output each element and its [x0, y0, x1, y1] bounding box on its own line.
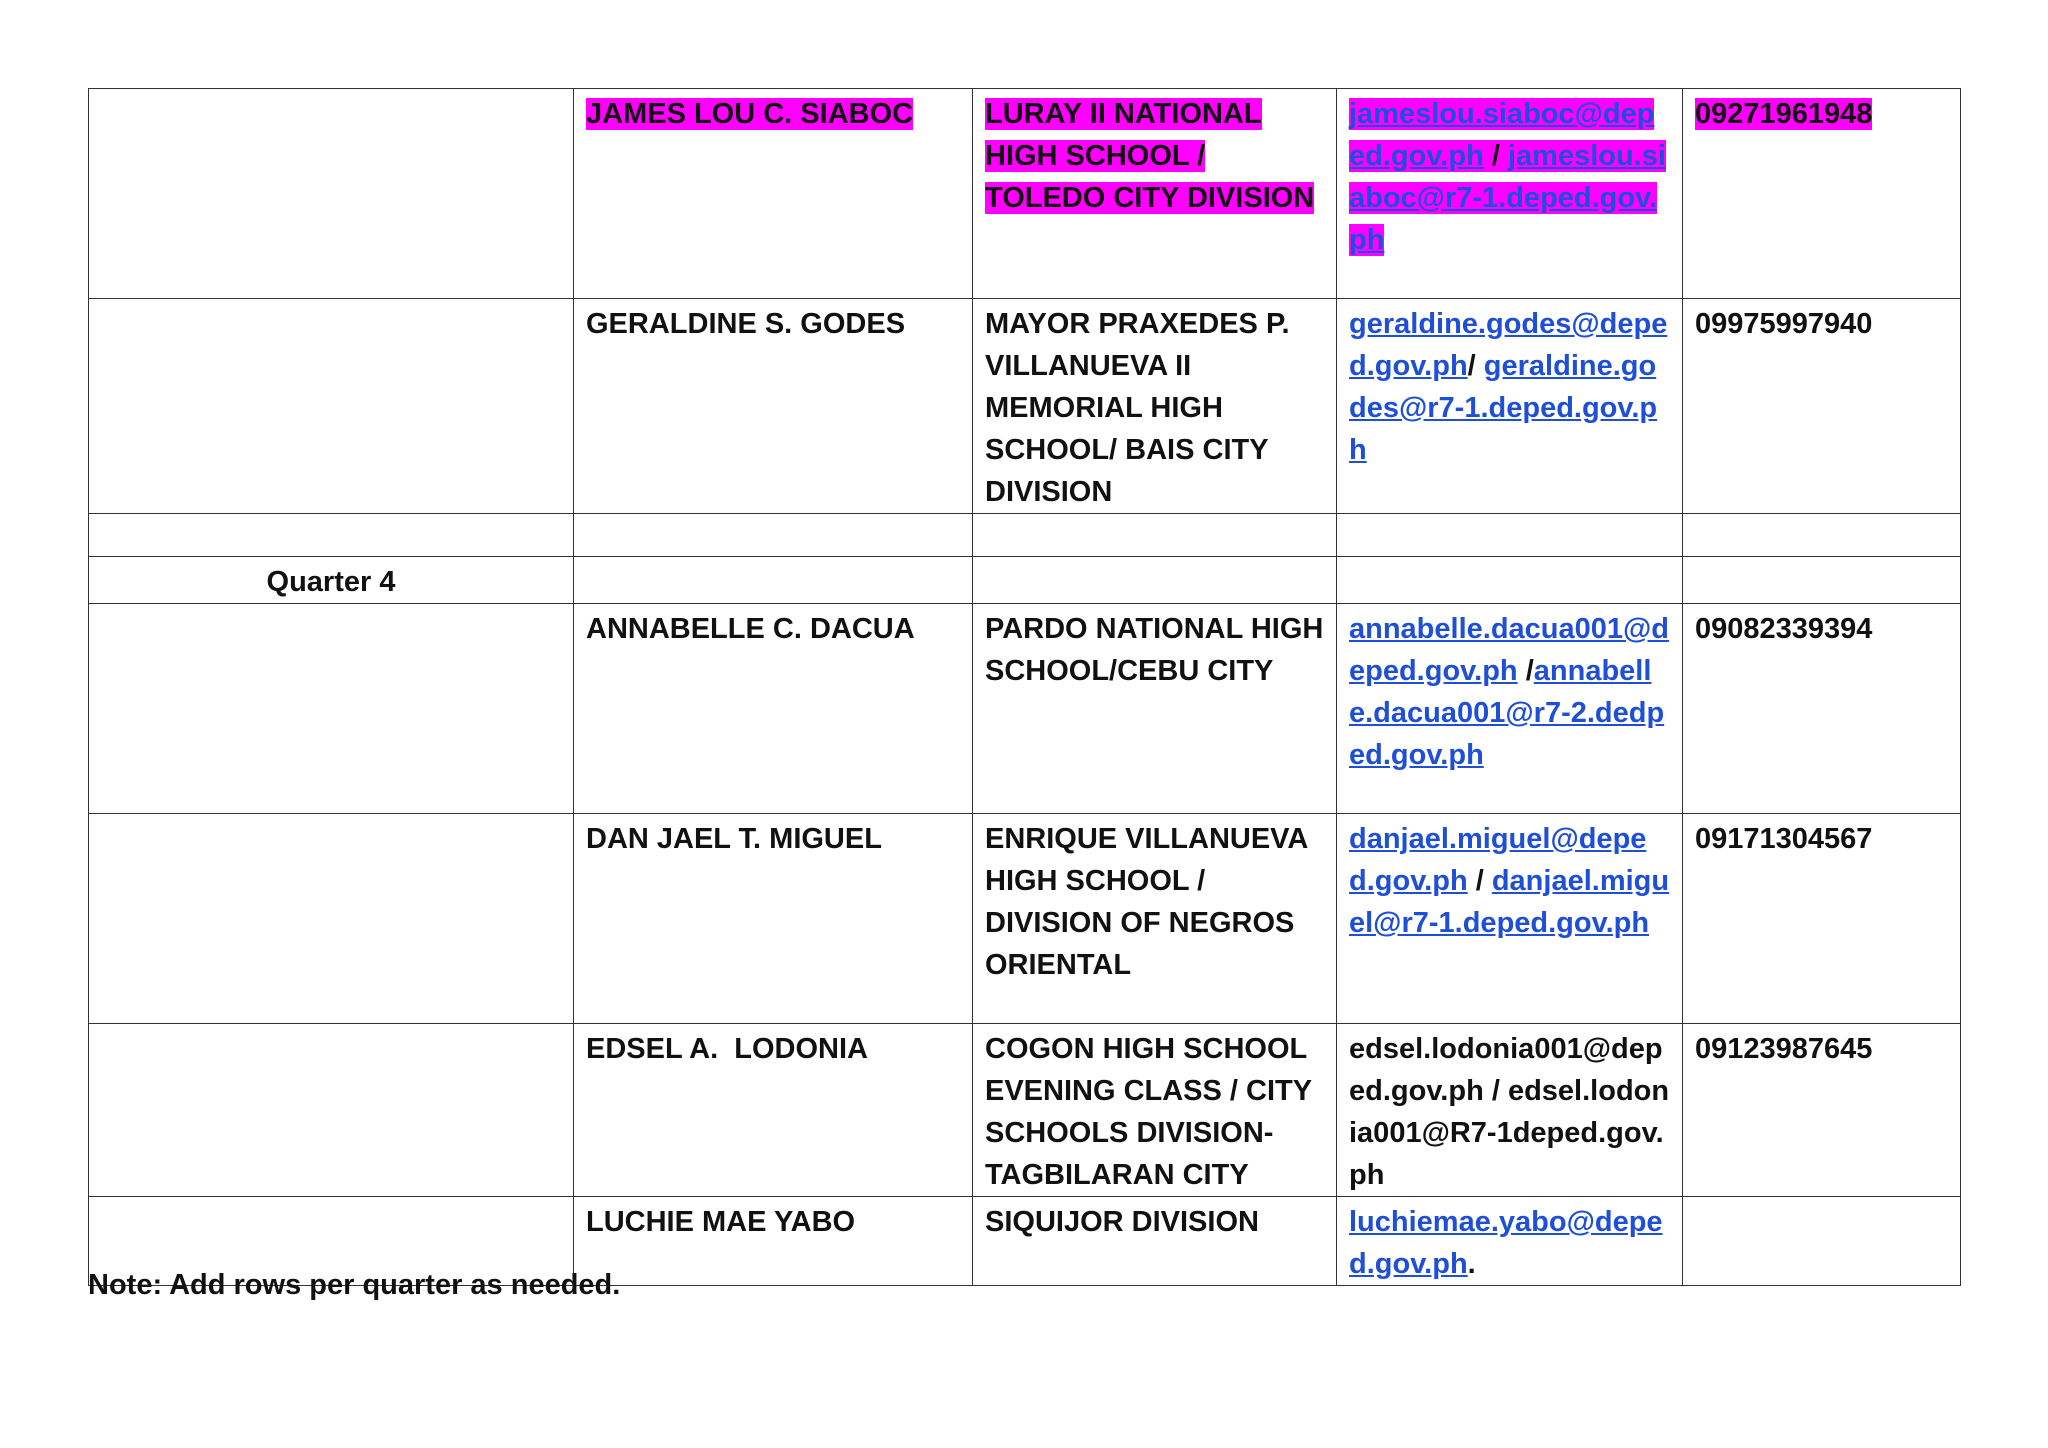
email-link[interactable]: jameslou.siaboc@r7-1.deped.gov.ph: [1349, 140, 1666, 256]
email-link[interactable]: annabelle.dacua001@deped.gov.ph: [1349, 613, 1670, 687]
contact-number: [1683, 514, 1961, 557]
table-row: [89, 89, 1961, 299]
table-row: [89, 557, 1961, 604]
email-separator: .: [1467, 1248, 1476, 1280]
contact-number: 09082339394: [1683, 604, 1961, 814]
contact-number: 09975997940: [1683, 299, 1961, 514]
contact-number: [1683, 557, 1961, 604]
quarter-label: Quarter 4: [89, 557, 574, 604]
email-cell: [1337, 814, 1683, 1024]
table-row: [89, 514, 1961, 557]
email-separator: /: [1467, 350, 1484, 382]
email-cell: [1337, 557, 1683, 604]
school-division: MAYOR PRAXEDES P. VILLANUEVA II MEMORIAL HIGH SCHOOL/ BAIS CITY DIVISION: [973, 299, 1337, 514]
contact-number: 09171304567: [1683, 814, 1961, 1024]
table-row: [89, 1024, 1961, 1197]
email-link[interactable]: geraldine.godes@r7-1.deped.gov.ph: [1349, 350, 1658, 466]
participant-name: [574, 557, 973, 604]
school-division: COGON HIGH SCHOOL EVENING CLASS / CITY SCHOOLS DIVISION-TAGBILARAN CITY: [973, 1024, 1337, 1197]
email-separator: /: [1467, 865, 1492, 897]
quarter-cell: [89, 1024, 574, 1197]
email-cell: [1337, 299, 1683, 514]
email-separator: /: [1517, 655, 1534, 687]
email-cell: [1337, 514, 1683, 557]
quarter-cell: [89, 514, 574, 557]
table-row: [89, 604, 1961, 814]
contact-number: 09123987645: [1683, 1024, 1961, 1197]
participant-name: LUCHIE MAE YABO: [574, 1197, 973, 1286]
school-cell: [973, 89, 1337, 299]
contact-number: 09271961948: [1695, 98, 1873, 130]
quarter-cell: [89, 299, 574, 514]
table-row: [89, 814, 1961, 1024]
email-cell: [1337, 89, 1683, 299]
participant-name: EDSEL A. LODONIA: [574, 1024, 973, 1197]
email-cell: [1337, 1197, 1683, 1286]
participant-name: DAN JAEL T. MIGUEL: [574, 814, 973, 1024]
email-link[interactable]: danjael.miguel@deped.gov.ph: [1349, 823, 1647, 897]
participants-table: [88, 88, 1961, 1286]
email-link[interactable]: annabelle.dacua001@r7-2.dedped.gov.ph: [1349, 655, 1665, 771]
school-division: [973, 514, 1337, 557]
school-division: ENRIQUE VILLANUEVA HIGH SCHOOL / DIVISION OF NEGROS ORIENTAL: [973, 814, 1337, 1024]
email-link[interactable]: jameslou.siaboc@deped.gov.ph: [1349, 98, 1655, 172]
email-link[interactable]: geraldine.godes@deped.gov.ph: [1349, 308, 1668, 382]
school-division: LURAY II NATIONAL HIGH SCHOOL / TOLEDO CITY DIVISION: [985, 98, 1315, 214]
school-division: [973, 557, 1337, 604]
email-text: edsel.lodonia001@deped.gov.ph / edsel.lodonia001@R7-1deped.gov.ph: [1337, 1024, 1683, 1197]
email-separator: /: [1483, 140, 1508, 172]
email-cell: [1337, 604, 1683, 814]
quarter-cell: [89, 814, 574, 1024]
school-division: SIQUIJOR DIVISION: [973, 1197, 1337, 1286]
quarter-cell: [89, 89, 574, 299]
name-cell: [574, 89, 973, 299]
email-link[interactable]: danjael.miguel@r7-1.deped.gov.ph: [1349, 865, 1670, 939]
contact-number: [1683, 1197, 1961, 1286]
participant-name: JAMES LOU C. SIABOC: [586, 98, 914, 130]
participant-name: GERALDINE S. GODES: [574, 299, 973, 514]
participant-name: [574, 514, 973, 557]
school-division: PARDO NATIONAL HIGH SCHOOL/CEBU CITY: [973, 604, 1337, 814]
table-row: [89, 299, 1961, 514]
contact-cell: [1683, 89, 1961, 299]
email-link[interactable]: luchiemae.yabo@deped.gov.ph: [1349, 1206, 1663, 1280]
quarter-cell: [89, 604, 574, 814]
participant-name: ANNABELLE C. DACUA: [574, 604, 973, 814]
table-note: Note: Add rows per quarter as needed.: [88, 1269, 621, 1301]
